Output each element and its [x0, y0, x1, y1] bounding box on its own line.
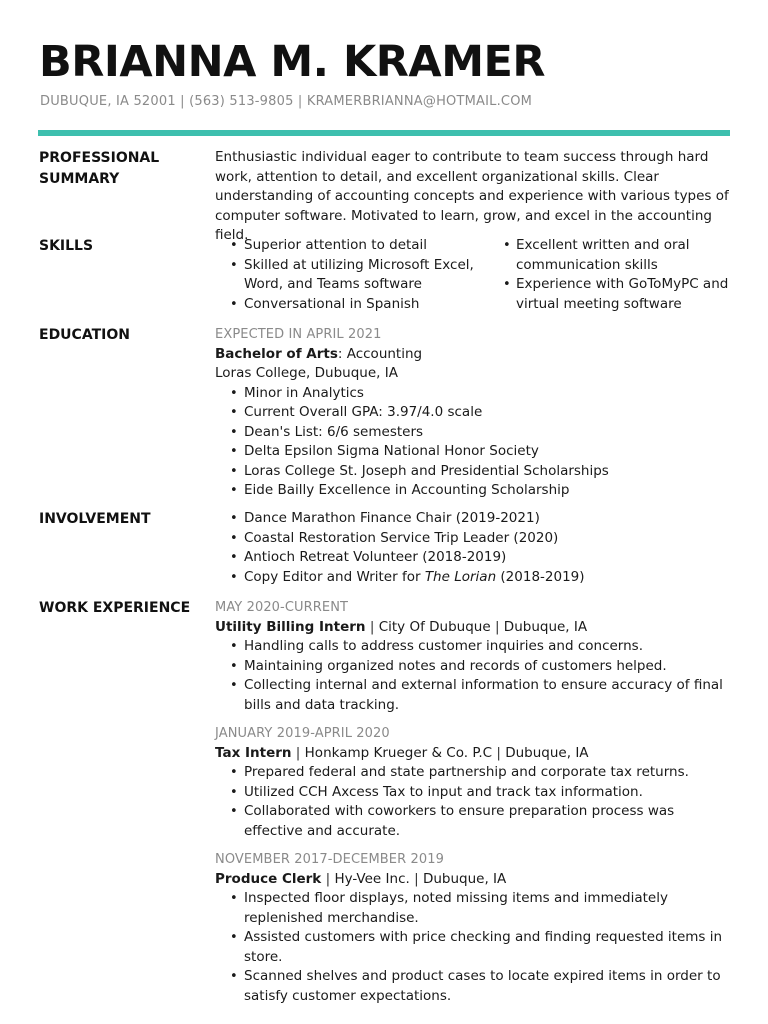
education-item: • Minor in Analytics [215, 384, 731, 404]
involvement-last-suffix: (2018-2019) [496, 568, 585, 585]
job-header [215, 618, 731, 638]
job-duties [215, 637, 731, 715]
resume-name: BRIANNA M. KRAMER [39, 37, 545, 87]
job-duties [215, 763, 731, 841]
education-item: • Delta Epsilon Sigma National Honor Society [215, 442, 731, 462]
section-title-education: EDUCATION [39, 327, 130, 343]
section-title-work: WORK EXPERIENCE [39, 600, 191, 616]
publication-title: The Lorian [424, 568, 497, 585]
education-list [215, 384, 731, 501]
education-item: • Current Overall GPA: 3.97/4.0 scale [215, 403, 731, 423]
job-duty: • Collaborated with coworkers to ensure preparation process was effective and accurate. [215, 802, 731, 841]
job-company: City Of Dubuque [378, 618, 491, 635]
job-entry [215, 724, 731, 841]
section-title-summary [39, 148, 199, 190]
skills-column-1 [215, 236, 486, 314]
job-date: MAY 2020-CURRENT [215, 600, 349, 615]
separator: | [494, 618, 500, 635]
contact-separator: | [180, 94, 185, 109]
job-location: Dubuque, IA [422, 870, 507, 887]
education-item: • Eide Bailly Excellence in Accounting Scholarship [215, 481, 731, 501]
skills-column-2 [486, 236, 731, 314]
skill-item: • Experience with GoToMyPC and virtual meeting software [486, 275, 731, 314]
education-date: EXPECTED IN APRIL 2021 [215, 327, 382, 342]
involvement-body [215, 509, 731, 587]
job-role: Utility Billing Intern [215, 618, 366, 635]
job-entry [215, 850, 731, 1006]
job-header [215, 744, 731, 764]
education-body [215, 325, 731, 501]
work-body [215, 598, 731, 1015]
job-entry [215, 598, 731, 715]
job-date: NOVEMBER 2017-DECEMBER 2019 [215, 852, 444, 867]
accent-divider [38, 130, 730, 136]
skill-item: • Conversational in Spanish [215, 295, 486, 315]
involvement-last-prefix: Copy Editor and Writer for [244, 568, 425, 585]
education-degree: Bachelor of Arts [215, 345, 338, 362]
summary-title-line1: PROFESSIONAL [39, 150, 160, 166]
job-company: Honkamp Krueger & Co. P.C [304, 744, 493, 761]
contact-separator: | [297, 94, 303, 109]
job-duty: • Assisted customers with price checking and finding requested items in store. [215, 928, 731, 967]
job-role: Produce Clerk [215, 870, 322, 887]
separator: | [414, 870, 419, 887]
education-school: Loras College, Dubuque, IA [215, 365, 398, 381]
section-title-skills: SKILLS [39, 238, 94, 254]
job-duty: • Maintaining organized notes and records of customers helped. [215, 657, 731, 677]
separator: | [325, 870, 331, 887]
education-item: • Loras College St. Joseph and Presidential Scholarships [215, 462, 731, 482]
involvement-item [215, 568, 731, 588]
job-duty: • Handling calls to address customer inquiries and concerns. [215, 637, 731, 657]
job-duty: • Inspected floor displays, noted missing items and immediately replenished merchandise. [215, 889, 731, 928]
job-role: Tax Intern [215, 744, 292, 761]
summary-text: Enthusiastic individual eager to contribute to team success through hard work, attention to detail, and excellent organizational skills. Clear understanding of accounting concepts and experience with various types of computer software. Motivated to learn, grow, and excel in the accounting field. [215, 149, 729, 243]
skill-item: • Excellent written and oral communication skills [486, 236, 731, 275]
summary-title-line2: SUMMARY [39, 171, 120, 187]
job-location: Dubuque, IA [503, 618, 588, 635]
separator: | [295, 744, 301, 761]
summary-body [215, 148, 731, 246]
job-duty: • Collecting internal and external information to ensure accuracy of final bills and data tracking. [215, 676, 731, 715]
education-item: • Dean's List: 6/6 semesters [215, 423, 731, 443]
separator: | [369, 618, 375, 635]
contact-phone: (563) 513-9805 [189, 94, 294, 109]
skills-body [215, 236, 731, 314]
job-duty: • Prepared federal and state partnership and corporate tax returns. [215, 763, 731, 783]
skill-item: • Skilled at utilizing Microsoft Excel, Word, and Teams software [215, 256, 486, 295]
involvement-item: • Dance Marathon Finance Chair (2019-2021) [215, 509, 731, 529]
contact-line [40, 94, 532, 109]
job-company: Hy-Vee Inc. [334, 870, 410, 887]
job-duty: • Utilized CCH Axcess Tax to input and track tax information. [215, 783, 731, 803]
involvement-item: • Coastal Restoration Service Trip Leader (2020) [215, 529, 731, 549]
job-duty: • Scanned shelves and product cases to locate expired items in order to satisfy customer expectations. [215, 967, 731, 1006]
separator: | [496, 744, 501, 761]
job-location: Dubuque, IA [505, 744, 589, 761]
involvement-item: • Antioch Retreat Volunteer (2018-2019) [215, 548, 731, 568]
education-major: : Accounting [337, 345, 423, 362]
skill-item: • Superior attention to detail [215, 236, 486, 256]
skills-grid [215, 236, 731, 314]
section-title-involvement: INVOLVEMENT [39, 511, 151, 527]
education-degree-line [215, 345, 731, 365]
job-duties [215, 889, 731, 1006]
contact-location: DUBUQUE, IA 52001 [40, 94, 176, 109]
contact-email: KRAMERBRIANNA@HOTMAIL.COM [306, 94, 533, 109]
involvement-list [215, 509, 731, 587]
job-date: JANUARY 2019-APRIL 2020 [215, 726, 390, 741]
job-header [215, 870, 731, 890]
